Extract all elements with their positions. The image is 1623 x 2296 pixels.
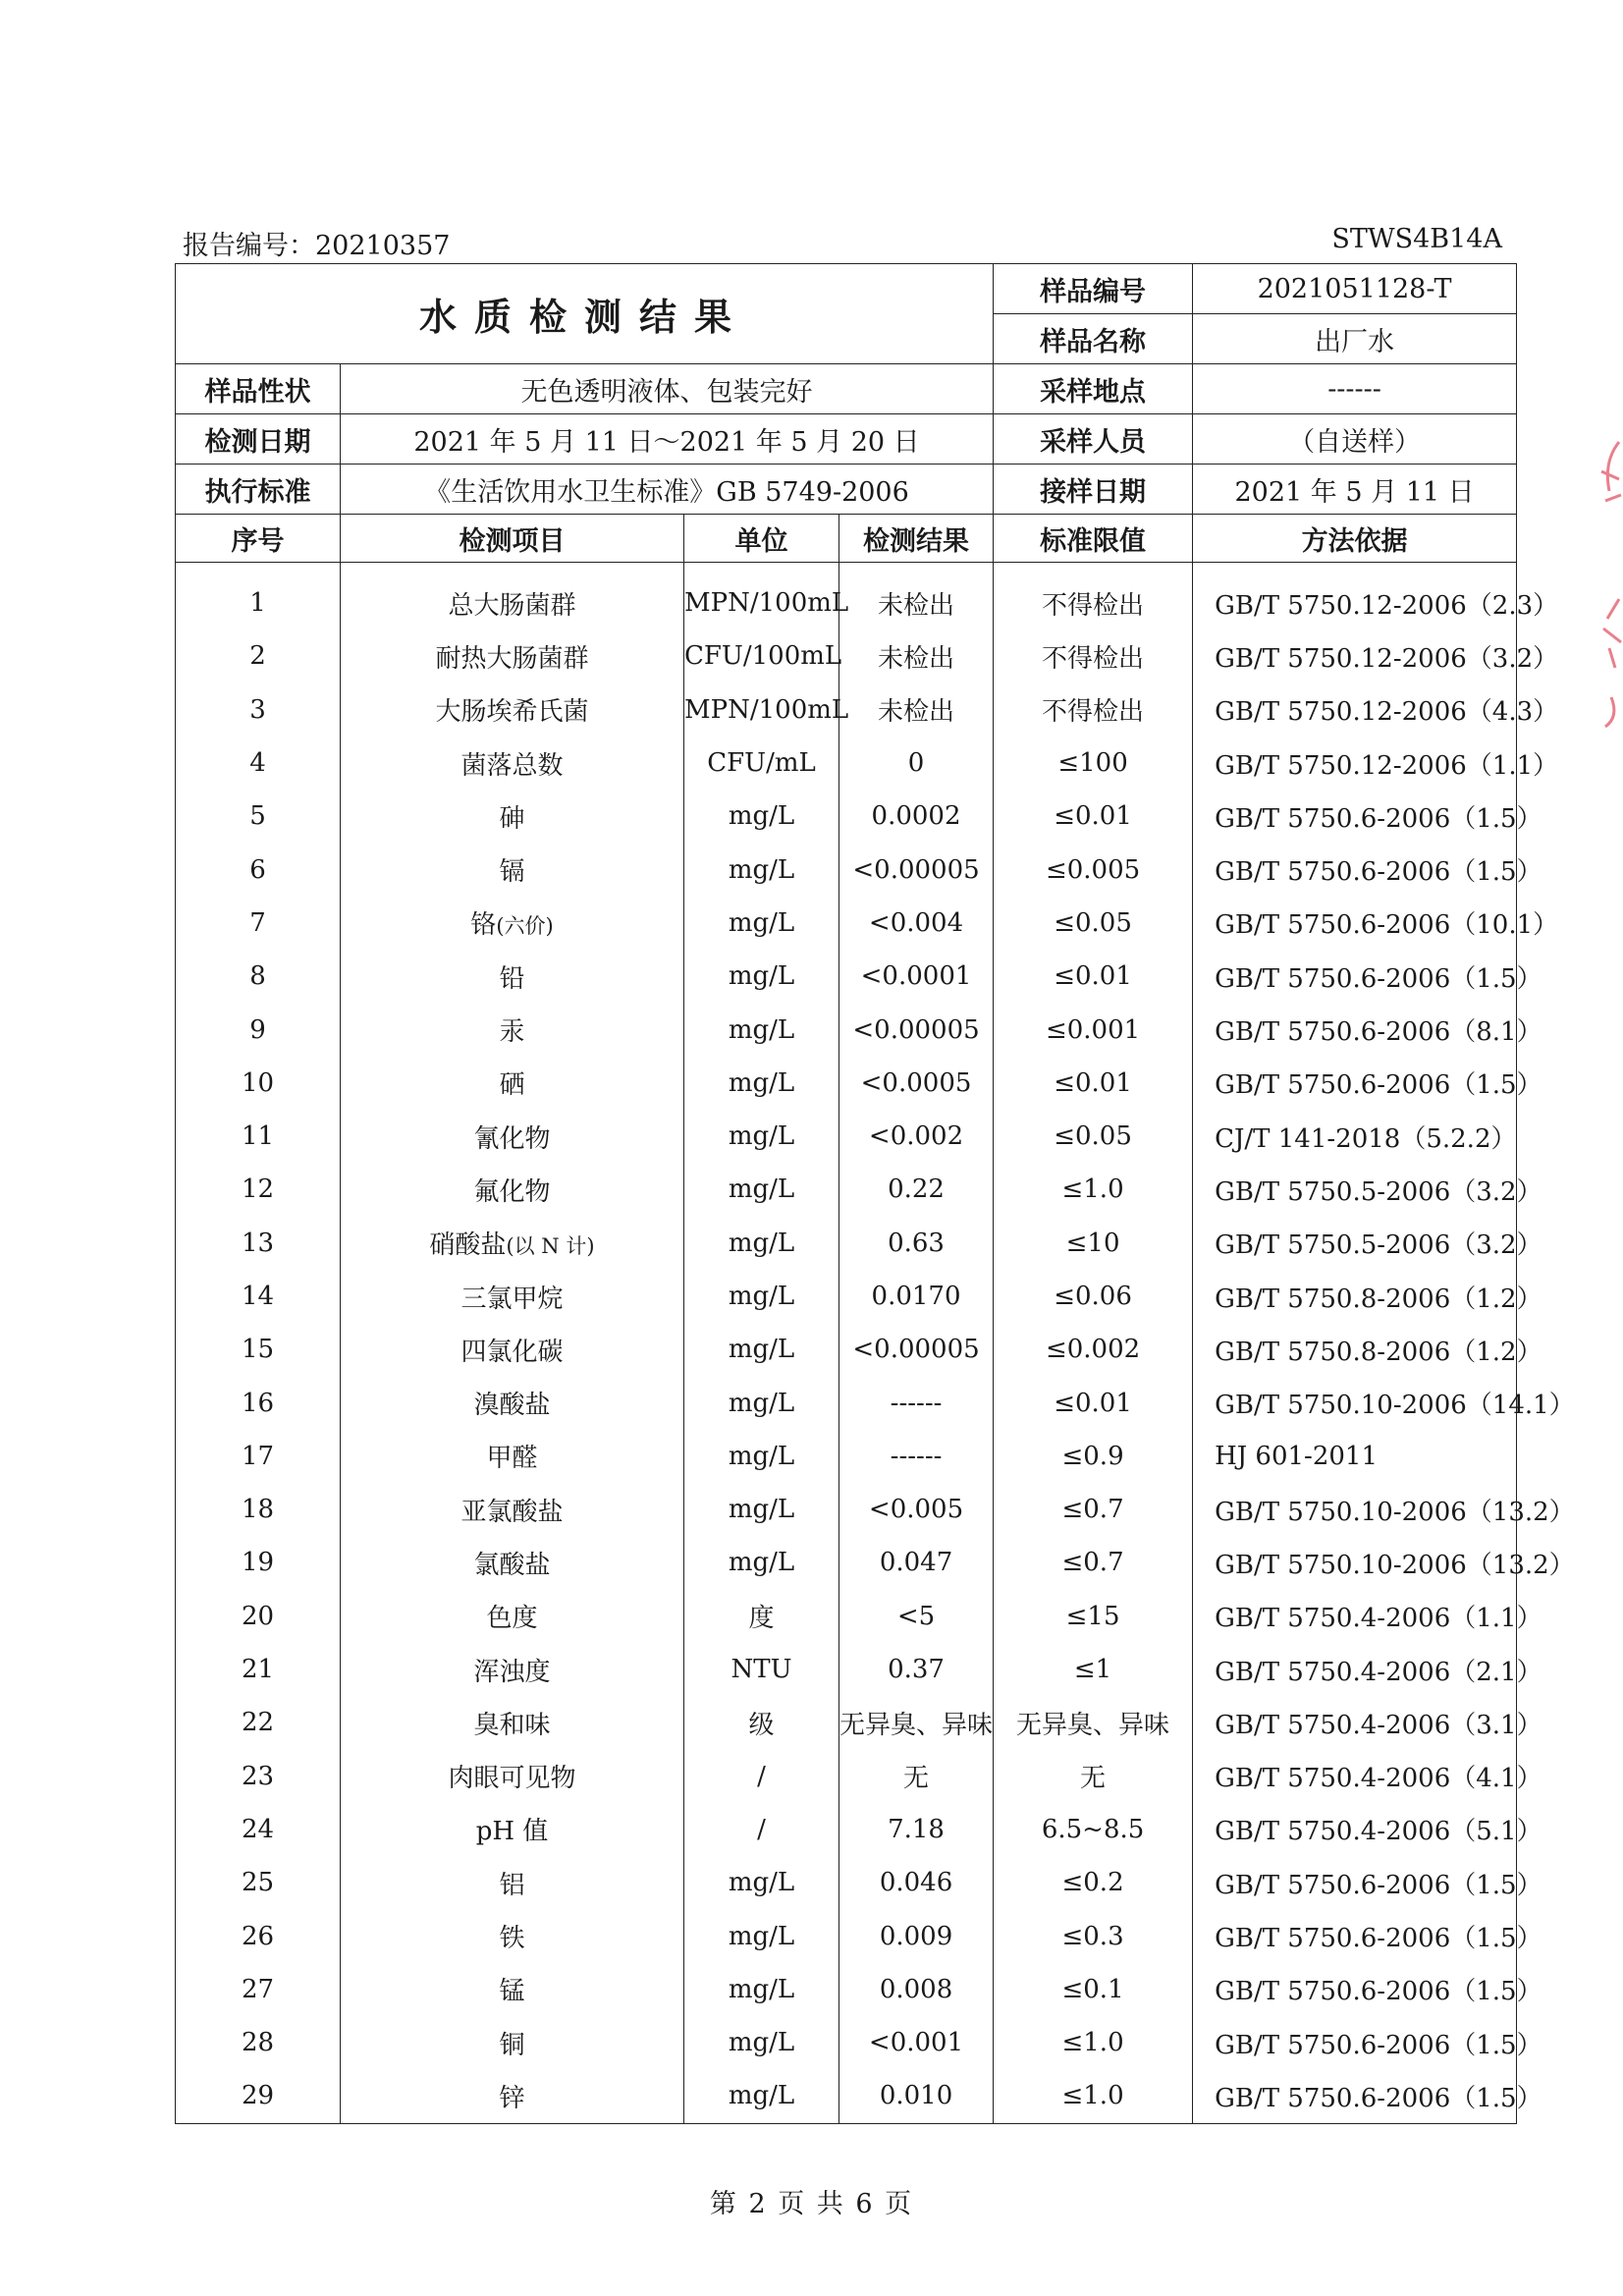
row-limit: 6.5~8.5 bbox=[994, 1803, 1193, 1856]
row-method: GB/T 5750.12-2006（2.3） bbox=[1193, 563, 1517, 630]
row-method: GB/T 5750.8-2006（1.2） bbox=[1193, 1270, 1517, 1323]
row-result: <0.005 bbox=[839, 1483, 994, 1536]
row-limit: ≤0.01 bbox=[994, 1376, 1193, 1429]
row-item-name: 肉眼可见物 bbox=[448, 1764, 576, 1794]
table-row bbox=[176, 737, 1517, 790]
row-no: 2 bbox=[176, 629, 341, 683]
row-result: <0.002 bbox=[839, 1110, 994, 1163]
table-row bbox=[176, 1483, 1517, 1536]
row-item bbox=[341, 1003, 684, 1056]
row-limit: ≤0.002 bbox=[994, 1323, 1193, 1376]
row-no: 15 bbox=[176, 1323, 341, 1376]
column-header-row bbox=[176, 515, 1517, 563]
row-no: 10 bbox=[176, 1057, 341, 1110]
row-item-name: 亚氯酸盐 bbox=[460, 1497, 564, 1527]
row-limit: 无异臭、异味 bbox=[994, 1696, 1193, 1749]
stamp-stroke bbox=[1605, 697, 1614, 727]
table-row bbox=[176, 1376, 1517, 1429]
row-unit: mg/L bbox=[684, 1536, 839, 1589]
row-result: <0.0005 bbox=[839, 1057, 994, 1110]
row-result: 0.046 bbox=[839, 1856, 994, 1909]
row-result: 无 bbox=[839, 1750, 994, 1803]
table-row bbox=[176, 629, 1517, 683]
test-date-value: 2021 年 5 月 11 日～2021 年 5 月 20 日 bbox=[341, 414, 994, 465]
row-item bbox=[341, 2016, 684, 2069]
row-item-name: 氯酸盐 bbox=[473, 1550, 551, 1580]
receive-date-label: 接样日期 bbox=[994, 465, 1193, 515]
row-method: GB/T 5750.4-2006（3.1） bbox=[1193, 1696, 1517, 1749]
col-header-limit: 标准限值 bbox=[994, 515, 1193, 563]
row-no: 21 bbox=[176, 1643, 341, 1696]
row-limit: ≤100 bbox=[994, 737, 1193, 790]
row-item bbox=[341, 1643, 684, 1696]
table-row bbox=[176, 1003, 1517, 1056]
row-limit: ≤0.01 bbox=[994, 790, 1193, 843]
table-row bbox=[176, 1803, 1517, 1856]
table-row bbox=[176, 1217, 1517, 1270]
row-method: GB/T 5750.4-2006（4.1） bbox=[1193, 1750, 1517, 1803]
row-result: ------ bbox=[839, 1376, 994, 1429]
row-item-name: 三氯甲烷 bbox=[460, 1284, 564, 1314]
table-row bbox=[176, 1536, 1517, 1589]
row-item bbox=[341, 1483, 684, 1536]
row-unit: mg/L bbox=[684, 1909, 839, 1962]
row-unit: mg/L bbox=[684, 1217, 839, 1270]
row-item bbox=[341, 1803, 684, 1856]
row-result: <0.00005 bbox=[839, 1003, 994, 1056]
row-no: 1 bbox=[176, 563, 341, 630]
row-no: 28 bbox=[176, 2016, 341, 2069]
row-no: 18 bbox=[176, 1483, 341, 1536]
row-method: GB/T 5750.6-2006（1.5） bbox=[1193, 950, 1517, 1003]
table-row bbox=[176, 1963, 1517, 2016]
row-result: <0.00005 bbox=[839, 1323, 994, 1376]
row-item bbox=[341, 897, 684, 950]
row-unit: mg/L bbox=[684, 1430, 839, 1483]
row-limit: ≤1.0 bbox=[994, 2069, 1193, 2123]
row-item-name: 锰 bbox=[499, 1977, 525, 2007]
row-limit: ≤0.7 bbox=[994, 1483, 1193, 1536]
row-item bbox=[341, 1323, 684, 1376]
row-no: 12 bbox=[176, 1163, 341, 1216]
row-limit: ≤0.01 bbox=[994, 950, 1193, 1003]
row-item bbox=[341, 1110, 684, 1163]
row-limit: ≤0.06 bbox=[994, 1270, 1193, 1323]
row-result: 0.010 bbox=[839, 2069, 994, 2123]
row-item bbox=[341, 2069, 684, 2123]
row-unit: CFU/100mL bbox=[684, 629, 839, 683]
row-item bbox=[341, 1856, 684, 1909]
row-item-name: 菌落总数 bbox=[460, 750, 564, 781]
row-result: ------ bbox=[839, 1430, 994, 1483]
row-result: 0.009 bbox=[839, 1909, 994, 1962]
row-limit: ≤0.1 bbox=[994, 1963, 1193, 2016]
test-date-label: 检测日期 bbox=[176, 414, 341, 465]
row-limit: ≤1.0 bbox=[994, 1163, 1193, 1216]
row-result: 未检出 bbox=[839, 629, 994, 683]
row-limit: ≤0.9 bbox=[994, 1430, 1193, 1483]
row-method: GB/T 5750.6-2006（1.5） bbox=[1193, 1856, 1517, 1909]
row-item bbox=[341, 790, 684, 843]
row-no: 23 bbox=[176, 1750, 341, 1803]
row-item bbox=[341, 843, 684, 896]
row-method: GB/T 5750.6-2006（1.5） bbox=[1193, 1963, 1517, 2016]
table-row bbox=[176, 1110, 1517, 1163]
table-row bbox=[176, 1909, 1517, 1962]
row-limit: ≤0.3 bbox=[994, 1909, 1193, 1962]
row-no: 14 bbox=[176, 1270, 341, 1323]
row-result: 0.63 bbox=[839, 1217, 994, 1270]
sample-no-value: 2021051128-T bbox=[1193, 264, 1517, 314]
table-row bbox=[176, 1323, 1517, 1376]
row-method: CJ/T 141-2018（5.2.2） bbox=[1193, 1110, 1517, 1163]
row-item bbox=[341, 1163, 684, 1216]
row-item-name: 硝酸盐 bbox=[429, 1230, 507, 1261]
row-method: GB/T 5750.4-2006（2.1） bbox=[1193, 1643, 1517, 1696]
row-method: GB/T 5750.4-2006（1.1） bbox=[1193, 1590, 1517, 1643]
standard-label: 执行标准 bbox=[176, 465, 341, 515]
col-header-no: 序号 bbox=[176, 515, 341, 563]
row-item bbox=[341, 737, 684, 790]
row-limit: 不得检出 bbox=[994, 563, 1193, 630]
row-limit: ≤1.0 bbox=[994, 2016, 1193, 2069]
row-result: <0.00005 bbox=[839, 843, 994, 896]
stamp-stroke bbox=[1603, 599, 1621, 668]
row-unit: mg/L bbox=[684, 1323, 839, 1376]
row-result: 未检出 bbox=[839, 683, 994, 737]
row-unit: mg/L bbox=[684, 1057, 839, 1110]
row-item-name: 浑浊度 bbox=[473, 1657, 551, 1687]
sample-name-value: 出厂水 bbox=[1193, 314, 1517, 364]
table-row bbox=[176, 897, 1517, 950]
table-row bbox=[176, 2016, 1517, 2069]
row-unit: mg/L bbox=[684, 1270, 839, 1323]
table-row bbox=[176, 1643, 1517, 1696]
table-row bbox=[176, 563, 1517, 630]
row-item-name: 铜 bbox=[499, 2030, 525, 2060]
report-number: 报告编号：20210357 bbox=[183, 231, 451, 261]
row-result: 0.22 bbox=[839, 1163, 994, 1216]
row-result: 0 bbox=[839, 737, 994, 790]
row-unit: mg/L bbox=[684, 1963, 839, 2016]
row-item bbox=[341, 1963, 684, 2016]
row-item-name: 臭和味 bbox=[473, 1710, 551, 1740]
row-limit: ≤0.7 bbox=[994, 1536, 1193, 1589]
row-unit: mg/L bbox=[684, 843, 839, 896]
row-item bbox=[341, 1376, 684, 1429]
property-label: 样品性状 bbox=[176, 364, 341, 414]
col-header-method: 方法依据 bbox=[1193, 515, 1517, 563]
row-method: GB/T 5750.6-2006（8.1） bbox=[1193, 1003, 1517, 1056]
row-item-name: 铬 bbox=[470, 910, 497, 941]
row-no: 8 bbox=[176, 950, 341, 1003]
row-item-name: 溴酸盐 bbox=[473, 1391, 551, 1421]
row-unit: / bbox=[684, 1750, 839, 1803]
row-item-qualifier: (以 N 计) bbox=[506, 1234, 595, 1259]
table-row bbox=[176, 1856, 1517, 1909]
row-method: GB/T 5750.12-2006（3.2） bbox=[1193, 629, 1517, 683]
row-no: 7 bbox=[176, 897, 341, 950]
row-method: GB/T 5750.6-2006（1.5） bbox=[1193, 843, 1517, 896]
table-row bbox=[176, 790, 1517, 843]
row-item-name: 氟化物 bbox=[473, 1176, 551, 1207]
row-no: 9 bbox=[176, 1003, 341, 1056]
row-method: GB/T 5750.6-2006（1.5） bbox=[1193, 2069, 1517, 2123]
row-unit: mg/L bbox=[684, 950, 839, 1003]
row-item bbox=[341, 1430, 684, 1483]
row-item-name: 铅 bbox=[499, 963, 525, 994]
row-unit: mg/L bbox=[684, 1376, 839, 1429]
table-row bbox=[176, 1750, 1517, 1803]
table-row bbox=[176, 1163, 1517, 1216]
row-method: GB/T 5750.6-2006（10.1） bbox=[1193, 897, 1517, 950]
standard-value: 《生活饮用水卫生标准》GB 5749-2006 bbox=[341, 465, 994, 515]
row-unit: mg/L bbox=[684, 2069, 839, 2123]
row-result: 未检出 bbox=[839, 563, 994, 630]
row-item bbox=[341, 683, 684, 737]
row-result: 0.0170 bbox=[839, 1270, 994, 1323]
row-no: 11 bbox=[176, 1110, 341, 1163]
row-method: GB/T 5750.6-2006（1.5） bbox=[1193, 1057, 1517, 1110]
table-row bbox=[176, 950, 1517, 1003]
row-method: GB/T 5750.4-2006（5.1） bbox=[1193, 1803, 1517, 1856]
row-limit: ≤10 bbox=[994, 1217, 1193, 1270]
table-row bbox=[176, 1270, 1517, 1323]
row-unit: 级 bbox=[684, 1696, 839, 1749]
row-limit: ≤0.05 bbox=[994, 897, 1193, 950]
table-title: 水质检测结果 bbox=[176, 264, 994, 364]
row-item bbox=[341, 1590, 684, 1643]
row-item-name: 总大肠菌群 bbox=[448, 590, 576, 621]
row-no: 20 bbox=[176, 1590, 341, 1643]
row-item-name: 铁 bbox=[499, 1924, 525, 1954]
sampler-label: 采样人员 bbox=[994, 414, 1193, 465]
row-no: 3 bbox=[176, 683, 341, 737]
row-unit: mg/L bbox=[684, 1483, 839, 1536]
row-method: GB/T 5750.5-2006（3.2） bbox=[1193, 1217, 1517, 1270]
red-stamp-fragment bbox=[1590, 432, 1623, 746]
row-no: 29 bbox=[176, 2069, 341, 2123]
table-row bbox=[176, 683, 1517, 737]
row-result: <0.004 bbox=[839, 897, 994, 950]
table-row bbox=[176, 1590, 1517, 1643]
row-unit: mg/L bbox=[684, 1110, 839, 1163]
row-limit: ≤0.001 bbox=[994, 1003, 1193, 1056]
row-item-name: 铝 bbox=[499, 1870, 525, 1900]
row-item bbox=[341, 1057, 684, 1110]
row-method: GB/T 5750.6-2006（1.5） bbox=[1193, 1909, 1517, 1962]
row-item bbox=[341, 563, 684, 630]
row-item-qualifier: (六价) bbox=[496, 914, 554, 939]
row-item-name: 汞 bbox=[499, 1017, 525, 1048]
row-no: 19 bbox=[176, 1536, 341, 1589]
row-item-name: pH 值 bbox=[475, 1817, 549, 1847]
row-no: 27 bbox=[176, 1963, 341, 2016]
row-limit: ≤0.01 bbox=[994, 1057, 1193, 1110]
row-result: 0.047 bbox=[839, 1536, 994, 1589]
table-row bbox=[176, 1430, 1517, 1483]
row-unit: mg/L bbox=[684, 1003, 839, 1056]
row-unit: / bbox=[684, 1803, 839, 1856]
row-item-name: 锌 bbox=[499, 2083, 525, 2113]
table-row bbox=[176, 1057, 1517, 1110]
sample-name-label: 样品名称 bbox=[994, 314, 1193, 364]
col-header-result: 检测结果 bbox=[839, 515, 994, 563]
row-item-name: 砷 bbox=[499, 803, 525, 834]
row-unit: MPN/100mL bbox=[684, 563, 839, 630]
row-no: 24 bbox=[176, 1803, 341, 1856]
row-limit: 无 bbox=[994, 1750, 1193, 1803]
row-item-name: 色度 bbox=[486, 1604, 538, 1634]
row-no: 26 bbox=[176, 1909, 341, 1962]
row-result: <0.0001 bbox=[839, 950, 994, 1003]
row-item-name: 四氯化碳 bbox=[460, 1337, 564, 1367]
row-item bbox=[341, 1217, 684, 1270]
row-no: 5 bbox=[176, 790, 341, 843]
row-result: 0.37 bbox=[839, 1643, 994, 1696]
row-unit: NTU bbox=[684, 1643, 839, 1696]
row-item-name: 甲醛 bbox=[486, 1444, 538, 1474]
row-unit: mg/L bbox=[684, 897, 839, 950]
row-unit: 度 bbox=[684, 1590, 839, 1643]
row-item-name: 耐热大肠菌群 bbox=[435, 643, 589, 674]
row-method: GB/T 5750.10-2006（14.1） bbox=[1193, 1376, 1517, 1429]
row-method: GB/T 5750.6-2006（1.5） bbox=[1193, 790, 1517, 843]
row-unit: MPN/100mL bbox=[684, 683, 839, 737]
row-method: GB/T 5750.12-2006（1.1） bbox=[1193, 737, 1517, 790]
row-result: 无异臭、异味 bbox=[839, 1696, 994, 1749]
row-no: 16 bbox=[176, 1376, 341, 1429]
row-limit: ≤1 bbox=[994, 1643, 1193, 1696]
row-result: <5 bbox=[839, 1590, 994, 1643]
row-no: 6 bbox=[176, 843, 341, 896]
row-result: 7.18 bbox=[839, 1803, 994, 1856]
row-unit: CFU/mL bbox=[684, 737, 839, 790]
row-item bbox=[341, 1270, 684, 1323]
row-limit: 不得检出 bbox=[994, 683, 1193, 737]
table-row bbox=[176, 843, 1517, 896]
row-item bbox=[341, 1750, 684, 1803]
site-value: ------ bbox=[1193, 364, 1517, 414]
row-no: 22 bbox=[176, 1696, 341, 1749]
row-result: 0.0002 bbox=[839, 790, 994, 843]
row-unit: mg/L bbox=[684, 2016, 839, 2069]
row-unit: mg/L bbox=[684, 1856, 839, 1909]
stamp-stroke bbox=[1601, 442, 1621, 501]
report-code: STWS4B14A bbox=[1331, 224, 1502, 254]
row-limit: ≤0.05 bbox=[994, 1110, 1193, 1163]
col-header-item: 检测项目 bbox=[341, 515, 684, 563]
table-row bbox=[176, 1696, 1517, 1749]
row-limit: ≤0.005 bbox=[994, 843, 1193, 896]
row-item-name: 镉 bbox=[499, 857, 525, 888]
row-item bbox=[341, 1696, 684, 1749]
page-footer: 第 2 页 共 6 页 bbox=[709, 2189, 914, 2219]
sampler-value: （自送样） bbox=[1193, 414, 1517, 465]
row-method: GB/T 5750.6-2006（1.5） bbox=[1193, 2016, 1517, 2069]
row-item bbox=[341, 950, 684, 1003]
site-label: 采样地点 bbox=[994, 364, 1193, 414]
row-no: 13 bbox=[176, 1217, 341, 1270]
table-row bbox=[176, 2069, 1517, 2123]
row-unit: mg/L bbox=[684, 1163, 839, 1216]
row-result: 0.008 bbox=[839, 1963, 994, 2016]
row-method: HJ 601-2011 bbox=[1193, 1430, 1517, 1483]
row-method: GB/T 5750.12-2006（4.3） bbox=[1193, 683, 1517, 737]
row-item bbox=[341, 1536, 684, 1589]
col-header-unit: 单位 bbox=[684, 515, 839, 563]
property-value: 无色透明液体、包装完好 bbox=[341, 364, 994, 414]
receive-date-value: 2021 年 5 月 11 日 bbox=[1193, 465, 1517, 515]
row-no: 4 bbox=[176, 737, 341, 790]
water-quality-table bbox=[175, 263, 1575, 2124]
sample-no-label: 样品编号 bbox=[994, 264, 1193, 314]
row-method: GB/T 5750.10-2006（13.2） bbox=[1193, 1483, 1517, 1536]
row-unit: mg/L bbox=[684, 790, 839, 843]
row-item bbox=[341, 629, 684, 683]
row-item bbox=[341, 1909, 684, 1962]
row-result: <0.001 bbox=[839, 2016, 994, 2069]
row-limit: 不得检出 bbox=[994, 629, 1193, 683]
row-no: 17 bbox=[176, 1430, 341, 1483]
row-item-name: 氰化物 bbox=[473, 1123, 551, 1154]
row-method: GB/T 5750.8-2006（1.2） bbox=[1193, 1323, 1517, 1376]
row-limit: ≤15 bbox=[994, 1590, 1193, 1643]
row-limit: ≤0.2 bbox=[994, 1856, 1193, 1909]
row-item-name: 硒 bbox=[499, 1070, 525, 1101]
row-no: 25 bbox=[176, 1856, 341, 1909]
row-method: GB/T 5750.5-2006（3.2） bbox=[1193, 1163, 1517, 1216]
row-method: GB/T 5750.10-2006（13.2） bbox=[1193, 1536, 1517, 1589]
row-item-name: 大肠埃希氏菌 bbox=[435, 697, 589, 728]
